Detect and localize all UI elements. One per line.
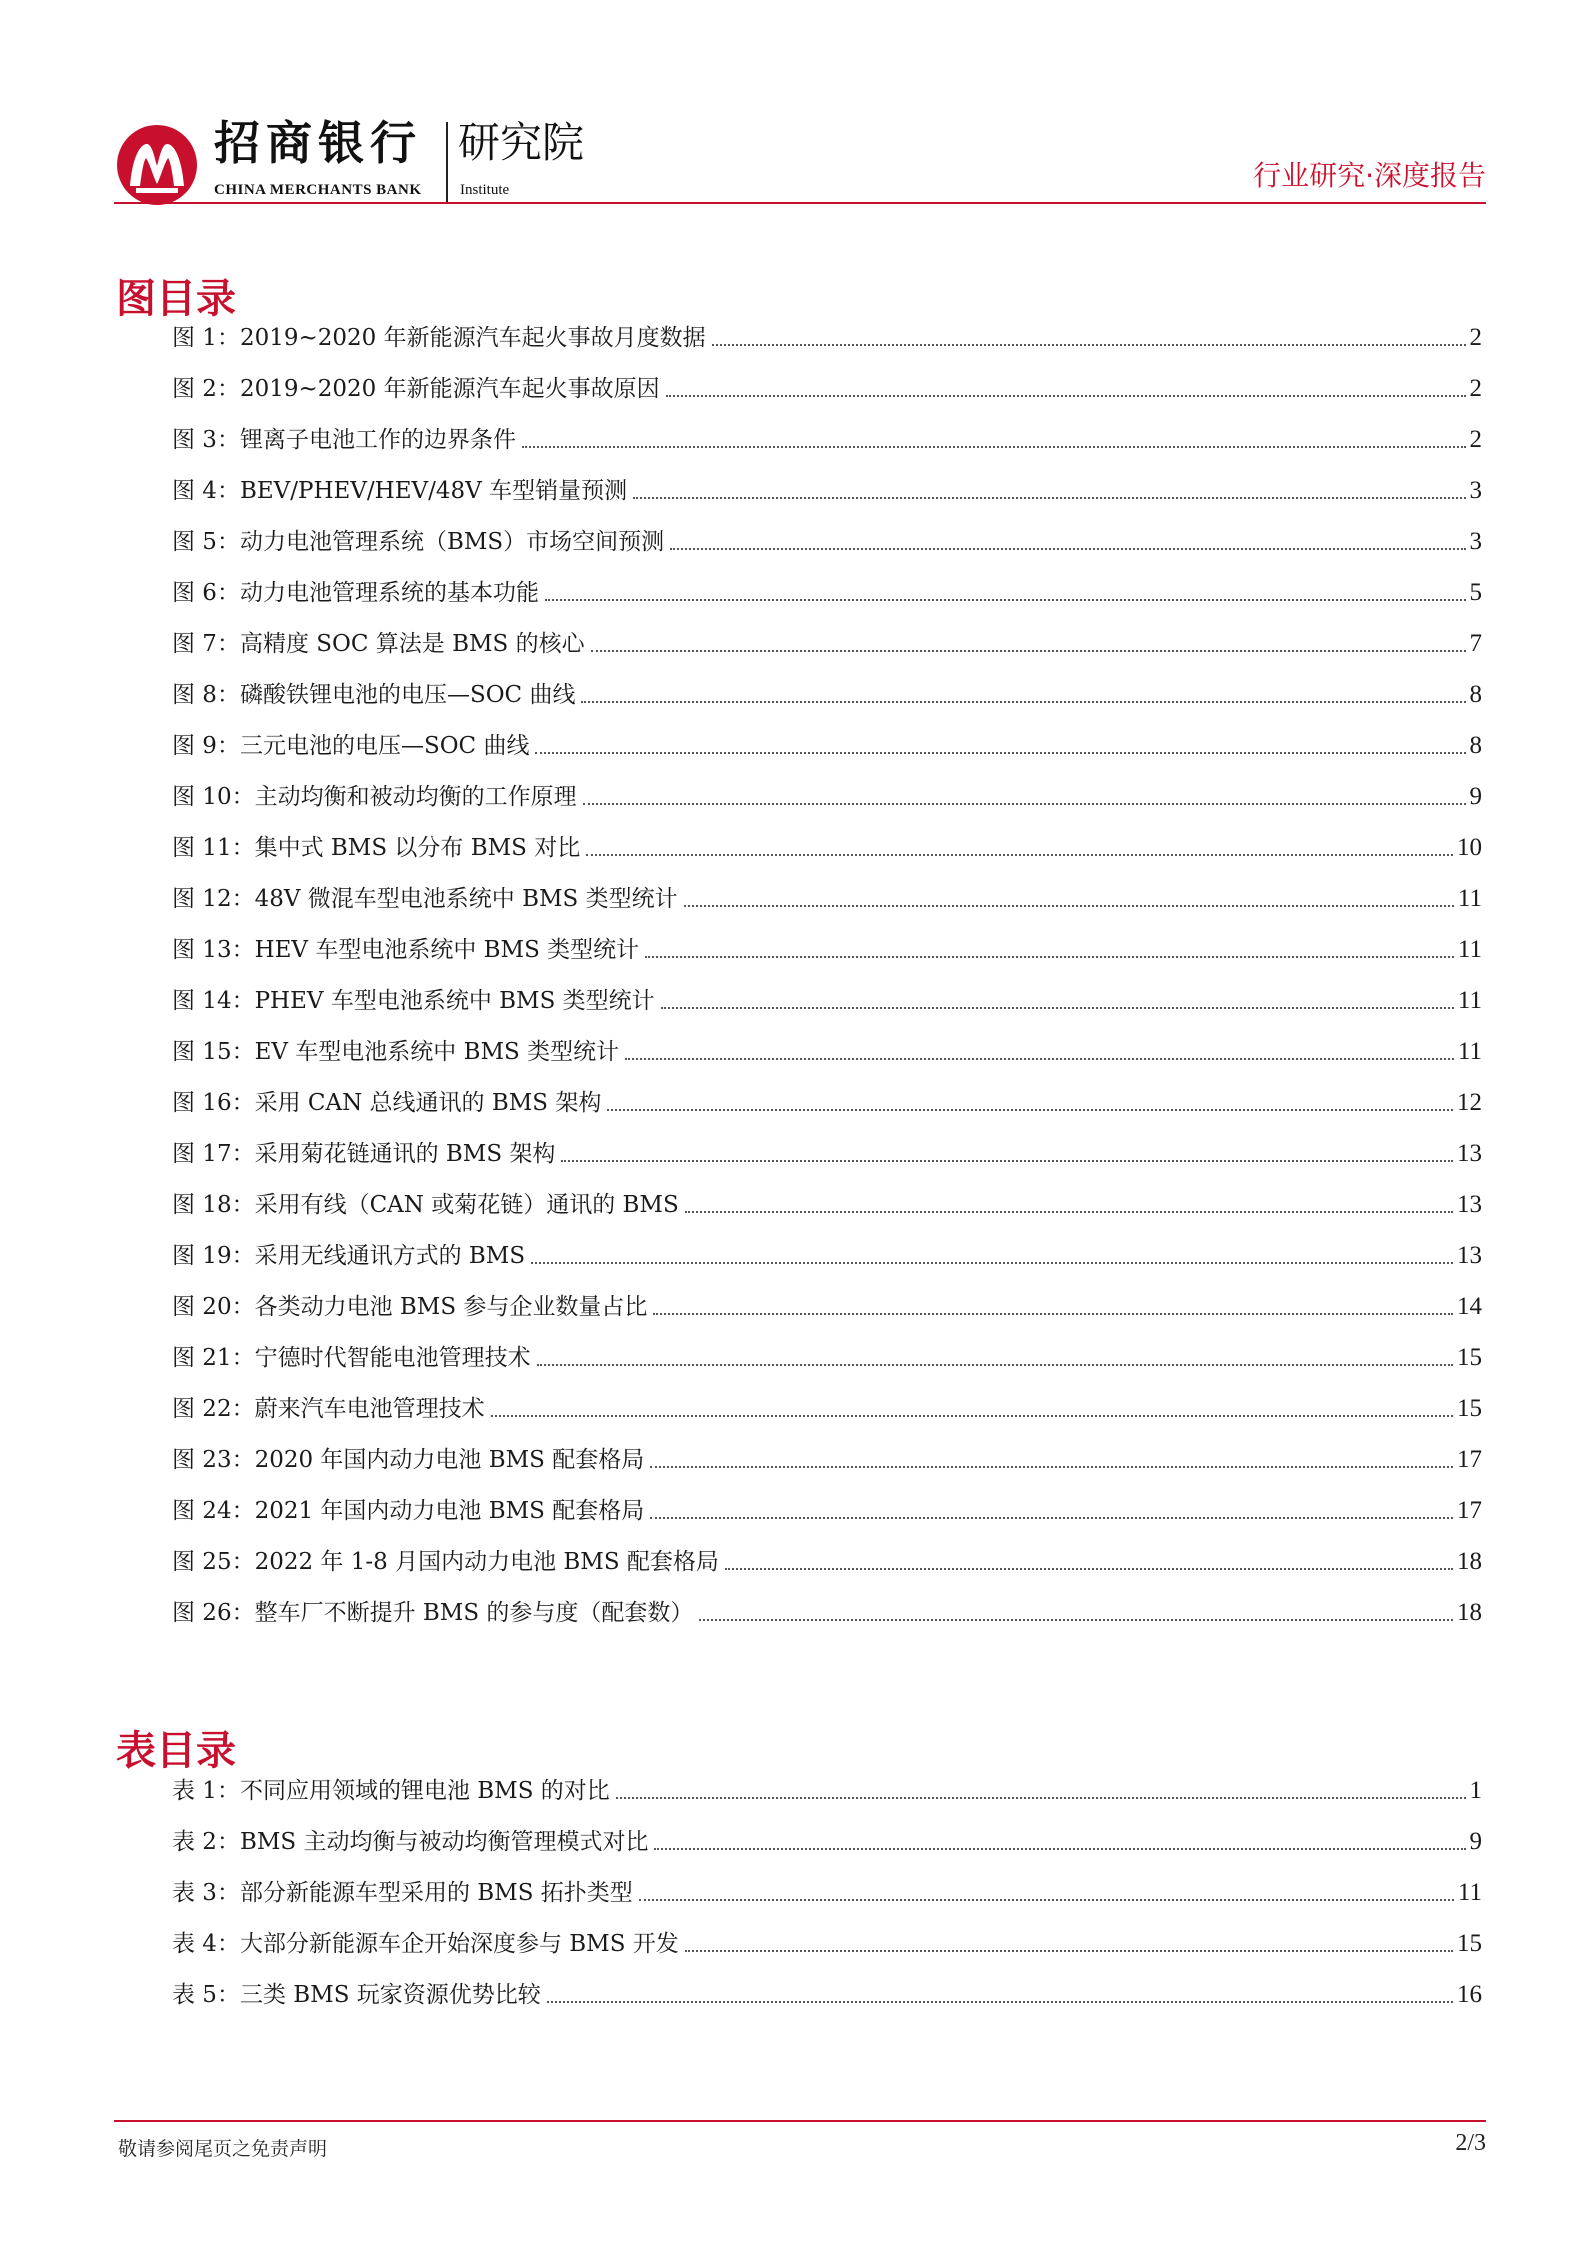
toc-entry-page: 1 <box>1469 1777 1482 1804</box>
toc-entry-page: 10 <box>1457 834 1482 861</box>
toc-entry[interactable] <box>172 1803 1482 1854</box>
toc-entry-label: 图 23：2020 年国内动力电池 BMS 配套格局 <box>172 1447 645 1473</box>
toc-entry-label: 图 17：采用菊花链通讯的 BMS 架构 <box>172 1141 556 1167</box>
toc-entry-page: 18 <box>1457 1599 1482 1626</box>
toc-entry-page: 18 <box>1457 1548 1482 1575</box>
toc-entry-label: 图 1：2019~2020 年新能源汽车起火事故月度数据 <box>172 325 706 351</box>
toc-entry-label: 图 19：采用无线通讯方式的 BMS <box>172 1243 526 1269</box>
toc-entry[interactable] <box>172 962 1482 1013</box>
toc-entry-label: 图 18：采用有线（CAN 或菊花链）通讯的 BMS <box>172 1192 679 1218</box>
toc-leader-dots <box>639 1898 1454 1901</box>
toc-entry-page: 8 <box>1469 681 1482 708</box>
toc-leader-dots <box>685 1210 1453 1213</box>
toc-entry-page: 16 <box>1457 1981 1482 2008</box>
institute-name-cn: 研究院 <box>458 118 585 167</box>
toc-entry-page: 7 <box>1469 630 1482 657</box>
toc-entry-page: 2 <box>1469 375 1482 402</box>
toc-entry-label: 图 2：2019~2020 年新能源汽车起火事故原因 <box>172 376 660 402</box>
toc-entry[interactable] <box>172 299 1482 350</box>
toc-entry-page: 13 <box>1457 1140 1482 1167</box>
toc-entry-label: 图 12：48V 微混车型电池系统中 BMS 类型统计 <box>172 886 678 912</box>
table-list <box>172 1752 1482 2007</box>
toc-entry[interactable] <box>172 401 1482 452</box>
toc-leader-dots <box>547 2000 1453 2003</box>
toc-entry-page: 9 <box>1469 783 1482 810</box>
figure-list-title: 图目录 <box>116 276 236 323</box>
toc-leader-dots <box>625 1057 1454 1060</box>
toc-entry[interactable] <box>172 1956 1482 2007</box>
toc-entry-label: 图 14：PHEV 车型电池系统中 BMS 类型统计 <box>172 988 655 1014</box>
toc-entry[interactable] <box>172 605 1482 656</box>
institute-name-en: Institute <box>460 182 510 198</box>
page-header <box>114 110 1486 202</box>
toc-entry[interactable] <box>172 1319 1482 1370</box>
toc-leader-dots <box>616 1796 1466 1799</box>
toc-entry-page: 17 <box>1457 1497 1482 1524</box>
toc-entry-label: 表 4：大部分新能源车企开始深度参与 BMS 开发 <box>172 1931 679 1957</box>
figure-list <box>172 299 1482 1625</box>
toc-entry-label: 图 3：锂离子电池工作的边界条件 <box>172 427 516 453</box>
toc-entry-label: 图 15：EV 车型电池系统中 BMS 类型统计 <box>172 1039 620 1065</box>
toc-leader-dots <box>685 1949 1453 1952</box>
toc-entry-page: 9 <box>1469 1828 1482 1855</box>
toc-entry-page: 5 <box>1469 579 1482 606</box>
toc-entry[interactable] <box>172 1574 1482 1625</box>
toc-entry-page: 13 <box>1457 1191 1482 1218</box>
footer-rule <box>114 2120 1486 2122</box>
toc-entry-page: 15 <box>1457 1395 1482 1422</box>
toc-leader-dots <box>712 343 1466 346</box>
toc-entry[interactable] <box>172 911 1482 962</box>
toc-leader-dots <box>535 751 1465 754</box>
toc-entry[interactable] <box>172 1115 1482 1166</box>
toc-entry-page: 11 <box>1457 1879 1482 1906</box>
toc-leader-dots <box>531 1261 1453 1264</box>
toc-entry[interactable] <box>172 809 1482 860</box>
toc-leader-dots <box>607 1108 1453 1111</box>
toc-leader-dots <box>666 394 1466 397</box>
toc-leader-dots <box>583 802 1466 805</box>
toc-entry-label: 表 5：三类 BMS 玩家资源优势比较 <box>172 1982 541 2008</box>
toc-entry-page: 11 <box>1457 987 1482 1014</box>
toc-entry[interactable] <box>172 860 1482 911</box>
toc-leader-dots <box>650 1516 1453 1519</box>
footer-disclaimer: 敬请参阅尾页之免责声明 <box>118 2138 328 2160</box>
toc-entry-page: 11 <box>1457 936 1482 963</box>
brand-name-cn: 招商银行 <box>214 116 422 170</box>
toc-entry[interactable] <box>172 1523 1482 1574</box>
toc-entry-label: 图 24：2021 年国内动力电池 BMS 配套格局 <box>172 1498 645 1524</box>
toc-entry-label: 图 26：整车厂不断提升 BMS 的参与度（配套数） <box>172 1600 694 1626</box>
toc-leader-dots <box>633 496 1465 499</box>
toc-leader-dots <box>684 904 1454 907</box>
toc-entry-label: 图 16：采用 CAN 总线通讯的 BMS 架构 <box>172 1090 602 1116</box>
toc-leader-dots <box>537 1363 1453 1366</box>
toc-entry-label: 图 20：各类动力电池 BMS 参与企业数量占比 <box>172 1294 648 1320</box>
toc-entry[interactable] <box>172 554 1482 605</box>
toc-entry-label: 图 21：宁德时代智能电池管理技术 <box>172 1345 531 1371</box>
toc-entry[interactable] <box>172 350 1482 401</box>
toc-entry-page: 3 <box>1469 477 1482 504</box>
toc-entry[interactable] <box>172 1905 1482 1956</box>
toc-entry[interactable] <box>172 452 1482 503</box>
toc-leader-dots <box>661 1006 1454 1009</box>
toc-entry-page: 17 <box>1457 1446 1482 1473</box>
toc-entry[interactable] <box>172 1854 1482 1905</box>
toc-entry[interactable] <box>172 1370 1482 1421</box>
brand-name-en: CHINA MERCHANTS BANK <box>214 182 422 198</box>
toc-entry-page: 8 <box>1469 732 1482 759</box>
toc-leader-dots <box>561 1159 1453 1162</box>
toc-leader-dots <box>699 1618 1453 1621</box>
toc-entry[interactable] <box>172 1217 1482 1268</box>
cmb-logo-icon <box>114 122 200 208</box>
toc-entry-page: 13 <box>1457 1242 1482 1269</box>
toc-entry[interactable] <box>172 1752 1482 1803</box>
toc-entry-page: 15 <box>1457 1344 1482 1371</box>
toc-leader-dots <box>591 649 1466 652</box>
toc-entry-label: 图 5：动力电池管理系统（BMS）市场空间预测 <box>172 529 665 555</box>
toc-leader-dots <box>653 1312 1453 1315</box>
toc-leader-dots <box>645 955 1454 958</box>
toc-entry-label: 图 13：HEV 车型电池系统中 BMS 类型统计 <box>172 937 640 963</box>
toc-entry-page: 2 <box>1469 426 1482 453</box>
table-list-title: 表目录 <box>116 1728 236 1775</box>
toc-leader-dots <box>491 1414 1453 1417</box>
toc-entry-page: 3 <box>1469 528 1482 555</box>
toc-entry[interactable] <box>172 758 1482 809</box>
toc-entry-label: 图 11：集中式 BMS 以分布 BMS 对比 <box>172 835 581 861</box>
toc-entry[interactable] <box>172 1268 1482 1319</box>
header-rule <box>114 202 1486 204</box>
logo-divider <box>446 122 448 202</box>
toc-entry-label: 图 10：主动均衡和被动均衡的工作原理 <box>172 784 577 810</box>
toc-leader-dots <box>545 598 1466 601</box>
toc-entry-label: 表 2：BMS 主动均衡与被动均衡管理模式对比 <box>172 1829 649 1855</box>
toc-entry[interactable] <box>172 1421 1482 1472</box>
toc-entry-label: 表 3：部分新能源车型采用的 BMS 拓扑类型 <box>172 1880 633 1906</box>
toc-entry-label: 图 6：动力电池管理系统的基本功能 <box>172 580 539 606</box>
toc-entry[interactable] <box>172 503 1482 554</box>
toc-leader-dots <box>725 1567 1453 1570</box>
toc-entry[interactable] <box>172 1013 1482 1064</box>
toc-entry[interactable] <box>172 1472 1482 1523</box>
toc-entry-page: 12 <box>1457 1089 1482 1116</box>
toc-entry[interactable] <box>172 707 1482 758</box>
toc-entry-label: 表 1：不同应用领域的锂电池 BMS 的对比 <box>172 1778 610 1804</box>
toc-entry-label: 图 8：磷酸铁锂电池的电压—SOC 曲线 <box>172 682 576 708</box>
toc-entry-page: 14 <box>1457 1293 1482 1320</box>
toc-entry-label: 图 4：BEV/PHEV/HEV/48V 车型销量预测 <box>172 478 628 504</box>
toc-leader-dots <box>654 1847 1465 1850</box>
toc-entry-label: 图 9：三元电池的电压—SOC 曲线 <box>172 733 530 759</box>
toc-entry-page: 2 <box>1469 324 1482 351</box>
toc-leader-dots <box>670 547 1465 550</box>
toc-entry-page: 11 <box>1457 1038 1482 1065</box>
toc-entry[interactable] <box>172 1166 1482 1217</box>
toc-entry[interactable] <box>172 656 1482 707</box>
toc-entry-label: 图 7：高精度 SOC 算法是 BMS 的核心 <box>172 631 585 657</box>
toc-entry-label: 图 25：2022 年 1-8 月国内动力电池 BMS 配套格局 <box>172 1549 719 1575</box>
toc-entry-page: 11 <box>1457 885 1482 912</box>
toc-leader-dots <box>581 700 1465 703</box>
toc-leader-dots <box>586 853 1453 856</box>
toc-leader-dots <box>650 1465 1453 1468</box>
toc-entry-label: 图 22：蔚来汽车电池管理技术 <box>172 1396 485 1422</box>
page-number: 2/3 <box>1455 2130 1486 2156</box>
report-type-label: 行业研究·深度报告 <box>1253 159 1486 192</box>
toc-entry-page: 15 <box>1457 1930 1482 1957</box>
toc-entry[interactable] <box>172 1064 1482 1115</box>
toc-leader-dots <box>522 445 1466 448</box>
